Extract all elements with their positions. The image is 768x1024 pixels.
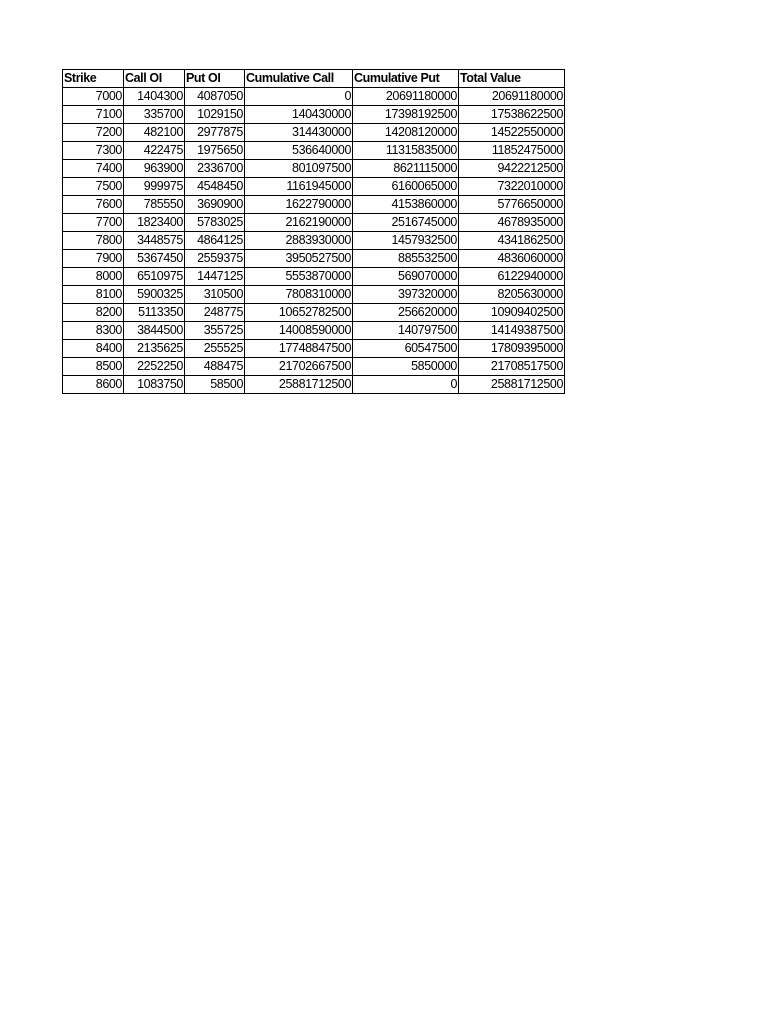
table-row xyxy=(63,232,565,250)
cell-put-oi[interactable]: 248775 xyxy=(185,304,245,322)
cell-total-value[interactable]: 4678935000 xyxy=(459,214,565,232)
cell-cumulative-call[interactable]: 21702667500 xyxy=(245,358,353,376)
header-cumulative-call: Cumulative Call xyxy=(245,70,353,88)
cell-cumulative-put[interactable]: 14208120000 xyxy=(353,124,459,142)
cell-total-value[interactable]: 7322010000 xyxy=(459,178,565,196)
cell-total-value[interactable]: 17809395000 xyxy=(459,340,565,358)
cell-strike[interactable]: 7900 xyxy=(63,250,124,268)
cell-put-oi[interactable]: 4087050 xyxy=(185,88,245,106)
cell-strike[interactable]: 7500 xyxy=(63,178,124,196)
table-row xyxy=(63,358,565,376)
cell-total-value[interactable]: 11852475000 xyxy=(459,142,565,160)
cell-put-oi[interactable]: 4864125 xyxy=(185,232,245,250)
cell-total-value[interactable]: 25881712500 xyxy=(459,376,565,394)
cell-call-oi[interactable]: 999975 xyxy=(124,178,185,196)
header-strike: Strike xyxy=(63,70,124,88)
cell-strike[interactable]: 8600 xyxy=(63,376,124,394)
cell-call-oi[interactable]: 422475 xyxy=(124,142,185,160)
cell-cumulative-put[interactable]: 397320000 xyxy=(353,286,459,304)
cell-cumulative-call[interactable]: 2162190000 xyxy=(245,214,353,232)
cell-call-oi[interactable]: 5900325 xyxy=(124,286,185,304)
cell-put-oi[interactable]: 488475 xyxy=(185,358,245,376)
table-header xyxy=(63,70,565,88)
cell-strike[interactable]: 8100 xyxy=(63,286,124,304)
cell-total-value[interactable]: 14522550000 xyxy=(459,124,565,142)
cell-strike[interactable]: 7300 xyxy=(63,142,124,160)
cell-total-value[interactable]: 10909402500 xyxy=(459,304,565,322)
cell-cumulative-put[interactable]: 4153860000 xyxy=(353,196,459,214)
cell-cumulative-put[interactable]: 569070000 xyxy=(353,268,459,286)
cell-cumulative-put[interactable]: 256620000 xyxy=(353,304,459,322)
table-row xyxy=(63,106,565,124)
header-total-value: Total Value xyxy=(459,70,565,88)
cell-cumulative-put[interactable]: 60547500 xyxy=(353,340,459,358)
option-chain-table xyxy=(62,69,565,394)
cell-put-oi[interactable]: 2559375 xyxy=(185,250,245,268)
cell-strike[interactable]: 8300 xyxy=(63,322,124,340)
cell-put-oi[interactable]: 58500 xyxy=(185,376,245,394)
cell-total-value[interactable]: 14149387500 xyxy=(459,322,565,340)
cell-call-oi[interactable]: 785550 xyxy=(124,196,185,214)
cell-strike[interactable]: 7600 xyxy=(63,196,124,214)
table-body xyxy=(63,88,565,394)
table-row xyxy=(63,268,565,286)
header-call-oi: Call OI xyxy=(124,70,185,88)
cell-total-value[interactable]: 4341862500 xyxy=(459,232,565,250)
cell-cumulative-put[interactable]: 140797500 xyxy=(353,322,459,340)
cell-cumulative-call[interactable]: 2883930000 xyxy=(245,232,353,250)
table-row xyxy=(63,340,565,358)
header-put-oi: Put OI xyxy=(185,70,245,88)
table-row xyxy=(63,250,565,268)
cell-total-value[interactable]: 4836060000 xyxy=(459,250,565,268)
cell-cumulative-call[interactable]: 14008590000 xyxy=(245,322,353,340)
cell-cumulative-call[interactable]: 0 xyxy=(245,88,353,106)
cell-total-value[interactable]: 20691180000 xyxy=(459,88,565,106)
cell-strike[interactable]: 7200 xyxy=(63,124,124,142)
cell-put-oi[interactable]: 355725 xyxy=(185,322,245,340)
cell-strike[interactable]: 8200 xyxy=(63,304,124,322)
cell-put-oi[interactable]: 255525 xyxy=(185,340,245,358)
cell-strike[interactable]: 7400 xyxy=(63,160,124,178)
cell-cumulative-call[interactable]: 7808310000 xyxy=(245,286,353,304)
cell-call-oi[interactable]: 1404300 xyxy=(124,88,185,106)
cell-put-oi[interactable]: 1029150 xyxy=(185,106,245,124)
cell-cumulative-call[interactable]: 17748847500 xyxy=(245,340,353,358)
cell-strike[interactable]: 7800 xyxy=(63,232,124,250)
cell-total-value[interactable]: 8205630000 xyxy=(459,286,565,304)
cell-cumulative-call[interactable]: 314430000 xyxy=(245,124,353,142)
cell-cumulative-call[interactable]: 801097500 xyxy=(245,160,353,178)
cell-cumulative-put[interactable]: 0 xyxy=(353,376,459,394)
cell-cumulative-call[interactable]: 10652782500 xyxy=(245,304,353,322)
table-row xyxy=(63,142,565,160)
cell-cumulative-call[interactable]: 1161945000 xyxy=(245,178,353,196)
cell-strike[interactable]: 8000 xyxy=(63,268,124,286)
cell-strike[interactable]: 8500 xyxy=(63,358,124,376)
cell-call-oi[interactable]: 335700 xyxy=(124,106,185,124)
cell-total-value[interactable]: 9422212500 xyxy=(459,160,565,178)
cell-strike[interactable]: 7100 xyxy=(63,106,124,124)
table-row xyxy=(63,322,565,340)
cell-cumulative-call[interactable]: 1622790000 xyxy=(245,196,353,214)
table-row xyxy=(63,304,565,322)
cell-put-oi[interactable]: 5783025 xyxy=(185,214,245,232)
cell-call-oi[interactable]: 5113350 xyxy=(124,304,185,322)
cell-cumulative-put[interactable]: 6160065000 xyxy=(353,178,459,196)
table-row xyxy=(63,376,565,394)
cell-cumulative-put[interactable]: 1457932500 xyxy=(353,232,459,250)
cell-cumulative-put[interactable]: 17398192500 xyxy=(353,106,459,124)
table-row xyxy=(63,286,565,304)
header-row xyxy=(63,70,565,88)
cell-cumulative-put[interactable]: 885532500 xyxy=(353,250,459,268)
cell-put-oi[interactable]: 1447125 xyxy=(185,268,245,286)
cell-total-value[interactable]: 17538622500 xyxy=(459,106,565,124)
cell-put-oi[interactable]: 310500 xyxy=(185,286,245,304)
cell-total-value[interactable]: 21708517500 xyxy=(459,358,565,376)
header-cumulative-put: Cumulative Put xyxy=(353,70,459,88)
cell-call-oi[interactable]: 2252250 xyxy=(124,358,185,376)
table-row xyxy=(63,160,565,178)
cell-strike[interactable]: 7000 xyxy=(63,88,124,106)
cell-call-oi[interactable]: 5367450 xyxy=(124,250,185,268)
cell-call-oi[interactable]: 3844500 xyxy=(124,322,185,340)
table-row xyxy=(63,178,565,196)
cell-strike[interactable]: 8400 xyxy=(63,340,124,358)
cell-cumulative-call[interactable]: 25881712500 xyxy=(245,376,353,394)
cell-cumulative-call[interactable]: 140430000 xyxy=(245,106,353,124)
cell-cumulative-put[interactable]: 2516745000 xyxy=(353,214,459,232)
cell-total-value[interactable]: 5776650000 xyxy=(459,196,565,214)
table-row xyxy=(63,88,565,106)
cell-cumulative-put[interactable]: 8621115000 xyxy=(353,160,459,178)
cell-put-oi[interactable]: 4548450 xyxy=(185,178,245,196)
cell-call-oi[interactable]: 3448575 xyxy=(124,232,185,250)
cell-cumulative-put[interactable]: 20691180000 xyxy=(353,88,459,106)
cell-call-oi[interactable]: 482100 xyxy=(124,124,185,142)
cell-put-oi[interactable]: 2977875 xyxy=(185,124,245,142)
cell-call-oi[interactable]: 2135625 xyxy=(124,340,185,358)
cell-strike[interactable]: 7700 xyxy=(63,214,124,232)
cell-call-oi[interactable]: 6510975 xyxy=(124,268,185,286)
cell-total-value[interactable]: 6122940000 xyxy=(459,268,565,286)
cell-cumulative-put[interactable]: 11315835000 xyxy=(353,142,459,160)
cell-put-oi[interactable]: 1975650 xyxy=(185,142,245,160)
cell-call-oi[interactable]: 1823400 xyxy=(124,214,185,232)
cell-cumulative-call[interactable]: 3950527500 xyxy=(245,250,353,268)
table-row xyxy=(63,214,565,232)
table-row xyxy=(63,196,565,214)
table-row xyxy=(63,124,565,142)
cell-cumulative-put[interactable]: 5850000 xyxy=(353,358,459,376)
cell-call-oi[interactable]: 963900 xyxy=(124,160,185,178)
cell-call-oi[interactable]: 1083750 xyxy=(124,376,185,394)
cell-put-oi[interactable]: 3690900 xyxy=(185,196,245,214)
cell-cumulative-call[interactable]: 536640000 xyxy=(245,142,353,160)
cell-put-oi[interactable]: 2336700 xyxy=(185,160,245,178)
cell-cumulative-call[interactable]: 5553870000 xyxy=(245,268,353,286)
